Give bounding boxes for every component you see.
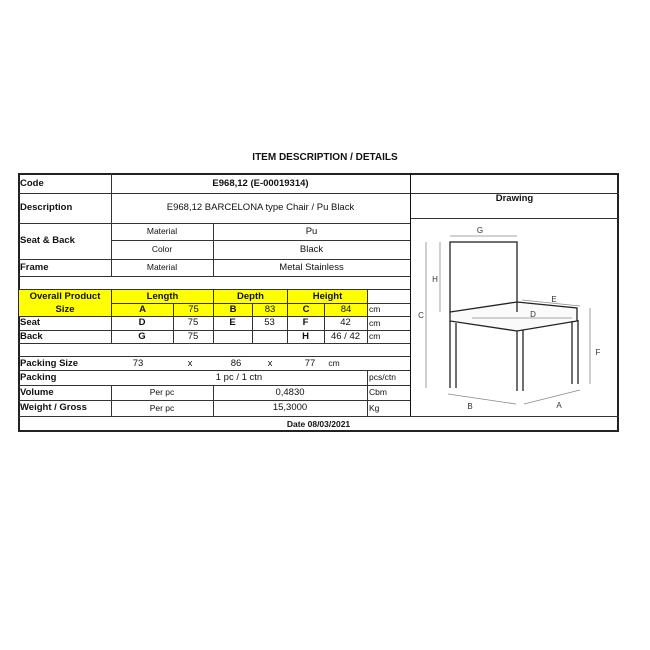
- drawing-label-c: C: [418, 311, 424, 320]
- dim-d-value: 75: [187, 317, 199, 329]
- weight-unit: Kg: [369, 402, 380, 413]
- overall-size-label-2: Size: [19, 303, 111, 316]
- drawing-title: Drawing: [495, 193, 534, 205]
- weight-value: 15,3000: [272, 402, 308, 414]
- back-dim-label: Back: [20, 330, 43, 342]
- drawing-label-e: E: [551, 295, 557, 304]
- dim-e-label: E: [229, 317, 236, 329]
- code-value: E968,12 (E-00019314): [212, 178, 309, 190]
- packing-label: Packing: [20, 371, 57, 383]
- seat-unit: cm: [369, 317, 381, 328]
- overall-size-label-1: Overall Product: [19, 290, 111, 303]
- dim-b-value: 83: [253, 304, 287, 316]
- dim-f-value: 42: [340, 317, 351, 329]
- overall-unit: cm: [369, 304, 381, 315]
- height-header: Height: [288, 290, 367, 303]
- packing-size-label: Packing Size: [20, 357, 79, 369]
- seat-back-material-value: Pu: [305, 225, 318, 237]
- date-label: Date 08/03/2021: [286, 418, 351, 429]
- volume-per-label: Per pc: [149, 387, 175, 398]
- packing-value: 1 pc / 1 ctn: [215, 371, 263, 383]
- code-label: Code: [20, 178, 44, 190]
- packing-size-width: 86: [230, 357, 242, 369]
- dim-c-label: C: [288, 304, 324, 316]
- volume-unit: Cbm: [369, 387, 387, 398]
- back-unit: cm: [369, 331, 381, 342]
- packing-size-x2: x: [267, 357, 273, 369]
- description-label: Description: [20, 202, 73, 214]
- dim-a-label: A: [112, 304, 173, 316]
- dim-e-value: 53: [264, 317, 275, 329]
- frame-label: Frame: [20, 261, 49, 273]
- packing-size-length: 73: [132, 357, 144, 369]
- dim-a-value: 75: [174, 304, 213, 316]
- dim-g-label: G: [138, 330, 146, 342]
- dim-f-label: F: [302, 317, 309, 329]
- chair-outline: [450, 242, 578, 391]
- seat-back-color-label: Color: [151, 244, 173, 255]
- drawing-label-f: F: [595, 348, 601, 357]
- frame-material-value: Metal Stainless: [279, 261, 344, 273]
- dim-h-value: 46 / 42: [330, 330, 361, 342]
- packing-size-unit: cm: [328, 358, 340, 369]
- drawing-label-d: D: [530, 310, 536, 319]
- seat-back-label: Seat & Back: [20, 235, 75, 247]
- packing-unit: pcs/ctn: [369, 372, 396, 383]
- seat-back-color-value: Black: [299, 243, 324, 255]
- description-value: E968,12 BARCELONA type Chair / Pu Black: [166, 202, 355, 214]
- volume-value: 0,4830: [275, 386, 305, 398]
- seat-dim-label: Seat: [20, 317, 41, 329]
- dim-c-value: 84: [325, 304, 367, 316]
- drawing-label-h: H: [432, 275, 438, 284]
- depth-header: Depth: [214, 290, 287, 303]
- dim-h-label: H: [302, 330, 309, 342]
- drawing-label-b: B: [467, 402, 473, 411]
- volume-label: Volume: [20, 386, 54, 398]
- length-header: Length: [112, 290, 213, 303]
- frame-material-label: Material: [146, 262, 178, 273]
- weight-per-label: Per pc: [149, 402, 175, 413]
- seat-back-material-label: Material: [146, 226, 178, 237]
- drawing-label-g: G: [476, 226, 484, 235]
- packing-size-height: 77: [304, 357, 316, 369]
- drawing-label-a: A: [556, 401, 562, 410]
- page-title: ITEM DESCRIPTION / DETAILS: [252, 152, 398, 163]
- weight-label: Weight / Gross: [20, 402, 87, 414]
- dim-b-label: B: [214, 304, 252, 316]
- dim-g-value: 75: [187, 330, 199, 342]
- dim-d-label: D: [138, 317, 146, 329]
- packing-size-x1: x: [187, 357, 193, 369]
- chair-drawing: [412, 218, 617, 423]
